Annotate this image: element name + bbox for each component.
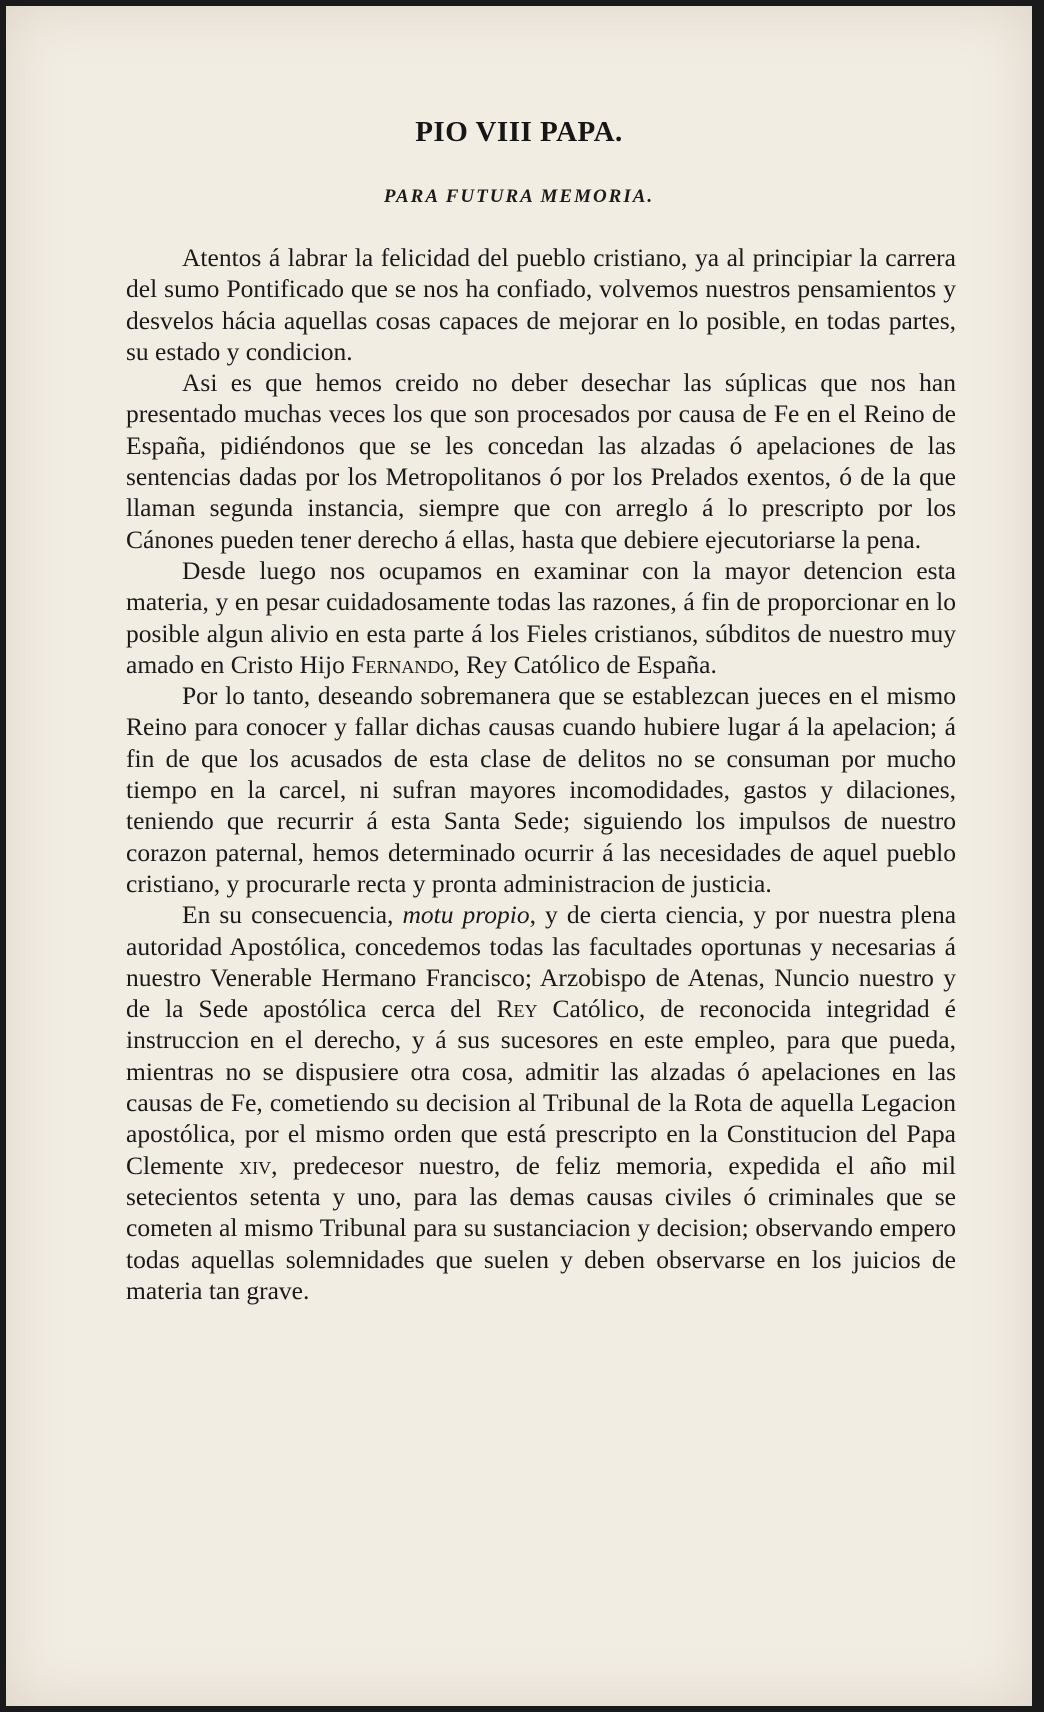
king-name: Fernando	[351, 649, 454, 679]
paragraph-3	[126, 555, 956, 680]
paragraph-5-text-d: , predecesor nuestro, de feliz memoria, expedida el año mil setecientos setenta y uno, para las demas causas civiles ó criminales que se cometen al mismo Tribunal para su sustanciacion y decision; observando empero todas aquellas solemnidades que suelen y deben observarse en los juicios de materia tan grave.	[126, 1150, 956, 1305]
page-title: PIO VIII PAPA.	[415, 116, 623, 148]
paragraph-5-text-b: , y de cierta ciencia, y por nuestra plena autoridad Apostólica, concedemos todas las facultades oportunas y necesarias á nuestro Venerable Hermano Francisco; Arzobispo de Atenas, Nuncio nuestro y de la Sede apostólica cerca del	[126, 900, 957, 1024]
paragraph-3-text-b: , Rey Católico de España.	[453, 649, 717, 679]
document-body	[126, 242, 956, 1306]
paragraph-3-text-a: Desde luego nos ocupamos en examinar con la mayor detencion esta materia, y en pesar cuidadosamente todas las razones, á fin de proporcionar en lo posible algun alivio en esta parte á los Fieles cristianos, súbditos de nuestro muy amado en Cristo Hijo	[126, 555, 956, 679]
paragraph-5-text-c: Católico, de reconocida integridad é instruccion en el derecho, y á sus sucesores en este empleo, para que pueda, mientras no se dispusiere otra cosa, admitir las alzadas ó apelaciones en las causas de Fe, cometiendo su decision al Tribunal de la Rota de aquella Legacion apostólica, por el mismo orden que está prescripto en la Constitucion del Papa Clemente	[126, 994, 956, 1180]
paragraph-5	[126, 899, 956, 1306]
paragraph-4: Por lo tanto, deseando sobremanera que se establezcan jueces en el mismo Reino para conocer y fallar dichas causas cuando hubiere lugar á la apelacion; á fin de que los acusados de esta clase de delitos no se consuman por mucho tiempo en la carcel, ni sufran mayores incomodidades, gastos y dilaciones, teniendo que recurrir á esta Santa Sede; siguiendo los impulsos de nuestro corazon paternal, hemos determinado ocurrir á las necesidades de aquel pueblo cristiano, y procurarle recta y pronta administracion de justicia.	[126, 681, 956, 898]
paragraph-2: Asi es que hemos creido no deber desechar las súplicas que nos han presentado muchas veces los que son procesados por causa de Fe en el Reino de España, pidiéndonos que se les concedan las alzadas ó apelaciones de las sentencias dadas por los Metropolitanos ó por los Prelados exentos, ó de la que llaman segunda instancia, siempre que con arreglo á lo prescripto por los Cánones pueden tener derecho á ellas, hasta que debiere ejecutoriarse la pena.	[126, 368, 956, 554]
page-subtitle: PARA FUTURA MEMORIA.	[383, 186, 655, 207]
paragraph-5-text-a: En su consecuencia,	[182, 900, 403, 930]
roman-numeral: xiv	[239, 1150, 272, 1180]
document-page	[6, 6, 1032, 1706]
rey-word: Rey	[496, 994, 538, 1024]
italic-phrase: motu propio	[402, 900, 530, 930]
paragraph-1: Atentos á labrar la felicidad del pueblo cristiano, ya al principiar la carrera del sumo Pontificado que se nos ha confiado, volvemos nuestros pensamientos y desvelos hácia aquellas cosas capaces de mejorar en lo posible, en todas partes, su estado y condicion.	[126, 243, 956, 366]
